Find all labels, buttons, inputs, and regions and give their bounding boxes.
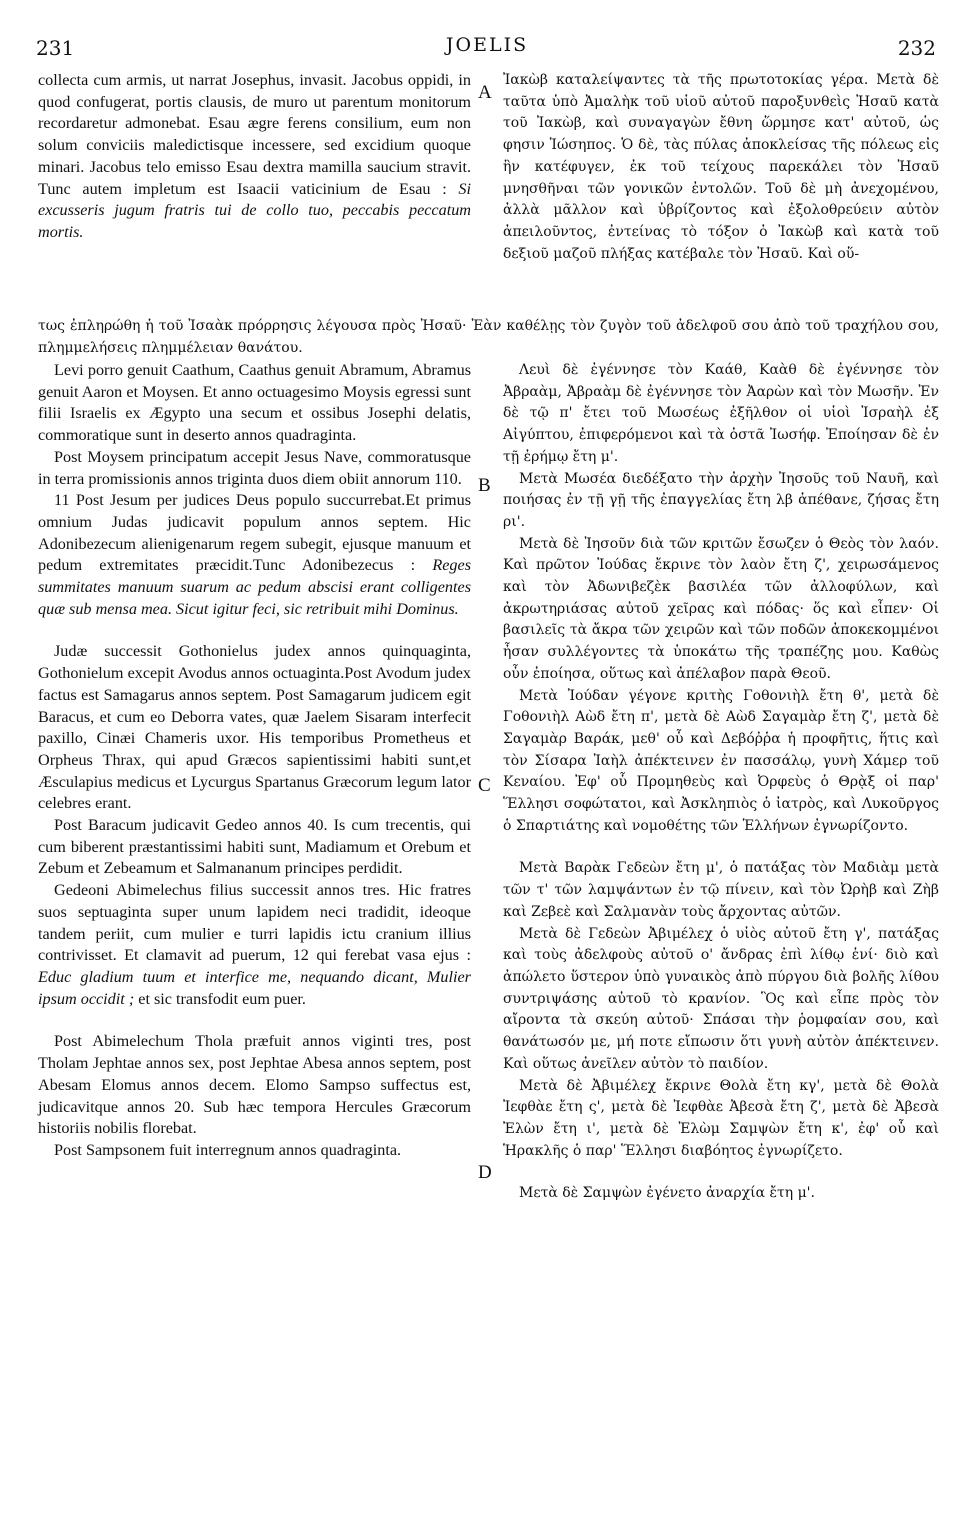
greek-paragraph: Μετὰ δὲ Ἀβιμέλεχ ἔκρινε Θολὰ ἔτη κγ', μετὰ δὲ Θολὰ Ἰεφθὰε ἔτη ς', μετὰ δὲ Ἰεφθὰε Ἀβεσὰ ἔτη ζ', μετὰ δὲ Ἀβεσὰ Ἐλὼν ἔτη ι', μετὰ δὲ Ἐλὼμ Σαμψὼν ἔτη κ', ἐφ' οὗ καὶ Ἡρακλῆς ὁ παρ' Ἕλλησι διαβόητος ἐγνωρίζετο.	[503, 1077, 939, 1159]
latin-paragraph: Levi porro genuit Caathum, Caathus genuit Abramum, Abramus genuit Aaron et Moysen. Et anno octuagesimo Moysis egressi sunt filii Israelis ex Ægypto una secum et ossibus Josephi delatis, commoratique sunt in deserto annos quadraginta.	[38, 361, 471, 445]
latin-paragraph: 11 Post Jesum per judices Deus populo succurrebat.Et primus omnium Judas judicavit populum annos septem. Hic Adonibezecum alienigenarum regem subegit, ejusque manuum et pedum extremitates præcidit.Tunc Adonibezecus : Reges summitates manuum suarum ac pedum abscisi erant colligentes quæ sub mensa mea. Sicut igitur feci, sic retribuit mihi Dominus.	[38, 491, 471, 618]
greek-paragraph: Μετὰ Μωσέα διεδέξατο τὴν ἀρχὴν Ἰησοῦς τοῦ Ναυῆ, καὶ ποιήσας ἐν τῇ γῇ τῆς ἐπαγγελίας ἔτη λβ ἀπέθανε, ζήσας ἔτη ρι'.	[503, 470, 939, 530]
greek-paragraph: Μετὰ δὲ Σαμψὼν ἐγένετο ἀναρχία ἔτη μ'.	[519, 1185, 815, 1202]
greek-paragraph: Μετὰ Ἰούδαν γέγονε κριτὴς Γοθονιὴλ ἔτη θ', μετὰ δὲ Γοθονιὴλ Αὼδ ἔτη π', μετὰ δὲ Αὼδ Σαγαμὰρ ἔτη ζ', μετὰ δὲ Σαγαμὰρ Βαράκ, μεθ' οὗ καὶ Δεβόῤῥα ἡ προφῆτις, ἥτις καὶ τὸν Σίσαρα Ἰαὴλ ἀπέκτεινεν ἐν πασσάλῳ, γυνὴ Χάμερ τοῦ Κεναίου. Ἐφ' οὗ Προμηθεὺς καὶ Ὀρφεὺς ὁ Θρᾲξ οἱ παρ' Ἕλλησι σοφώτατοι, καὶ Ἀσκληπιὸς ὁ ἰατρὸς, καὶ Λυκοῦργος ὁ Σπαρτιάτης καὶ νομοθέτης τῶν Ἑλλήνων ἐγνωρίζοντο.	[503, 687, 939, 834]
latin-paragraph: Post Abimelechum Thola præfuit annos viginti tres, post Tholam Jephtae annos sex, post Jephtae Abesa annos septem, post Abesam Elomus annos decem. Elomo Sampso suffectus est, judicavitque annos 20. Sub hæc tempora Hercules Græcorum historiis nobilis florebat.	[38, 1032, 471, 1138]
latin-paragraph: Gedeoni Abimelechus filius successit annos tres. Hic fratres suos septuaginta super unum lapidem neci tradidit, ideoque tandem periit, cum mulier e turri lapidis ictu cranium illius contrivisset. Et clamavit ad puerum, 12 qui ferebat vasa ejus : Educ gladium tuum et interfice me, nequando dicant, Mulier ipsum occidit ; et sic transfodit eum puer.	[38, 881, 471, 1008]
page-number-right: 232	[897, 36, 936, 60]
greek-paragraph: Λευὶ δὲ ἐγέννησε τὸν Καάθ, Καὰθ δὲ ἐγέννησε τὸν Ἀβραὰμ, Ἀβραὰμ δὲ ἐγέννησε τὸν Ἀαρὼν καὶ τὸν Μωσῆν. Ἐν δὲ τῷ π' ἔτει τοῦ Μωσέως ἐξῆλθον οἱ υἱοὶ Ἰσραὴλ ἐξ Αἰγύπτου, ἐπιφερόμενοι καὶ τὰ ὀστᾶ Ἰωσήφ. Ἐποίησαν δὲ ἐν τῇ ἐρήμῳ ἔτη μ'.	[503, 362, 939, 465]
latin-paragraph: Post Sampsonem fuit interregnum annos quadraginta.	[54, 1140, 402, 1159]
page-number-left: 231	[36, 36, 75, 60]
latin-paragraph: Post Moysem principatum accepit Jesus Nave, commoratusque in terra promissionis annos triginta duos diem obiit annorum 110.	[38, 447, 471, 488]
greek-paragraph: Μετὰ Βαρὰκ Γεδεὼν ἔτη μ', ὁ πατάξας τὸν Μαδιὰμ μετὰ τῶν τ' τῶν λαμψάντων ἐν τῷ πίνειν, καὶ τὸν Ὠρὴβ καὶ Ζὴβ καὶ Ζεβεὲ καὶ Σαλμανὰν τοὺς ἄρχοντας αὐτῶν.	[503, 860, 939, 920]
latin-column	[38, 70, 471, 244]
greek-paragraph: Μετὰ δὲ Γεδεὼν Ἀβιμέλεχ ὁ υἱὸς αὐτοῦ ἔτη γ', πατάξας καὶ τοὺς ἀδελφοὺς αὐτοῦ ο' ἄνδρας ἐπὶ λίθῳ ἑνί· διὸ καὶ ἀπώλετο ὕστερον ὑπὸ γυναικὸς ἀπὸ πύργου διὰ βολῆς λίθου συντριψάσης αὐτοῦ τὸ κρανίον. Ὃς καὶ εἶπε πρὸς τὸν αἴροντα τὰ σκεύη αὐτοῦ· Σπάσαι τὴν ῥομφαίαν σου, καὶ θανάτωσόν με, μή ποτε εἴπωσιν ὅτι γυνὴ αὐτὸν ἀπέκτεινεν. Καὶ οὕτως ἀνεῖλεν αὐτὸν τὸ παιδίον.	[503, 925, 939, 1072]
page-header	[0, 0, 974, 62]
greek-spanning-text: τως ἐπληρώθη ἡ τοῦ Ἰσαὰκ πρόρρησις λέγουσα πρὸς Ἠσαῦ· Ἐὰν καθέλῃς τὸν ζυγὸν τοῦ ἀδελφοῦ σου ἀπὸ τοῦ τραχήλου σου, πλημμελήσεις πλημμέλειαν θανάτου.	[38, 318, 939, 356]
greek-paragraph: Ἰακὼβ καταλείψαντες τὰ τῆς πρωτοτοκίας γέρα. Μετὰ δὲ ταῦτα ὑπὸ Ἀμαλὴκ τοῦ υἱοῦ αὐτοῦ παροξυνθεὶς Ἠσαῦ κατὰ τοῦ Ἰακὼβ, καὶ συναγαγὼν ἔθνη ὥρμησε κατ' αὐτοῦ, ὡς φησιν Ἰώσηπος. Ὁ δὲ, τὰς πύλας ἀποκλείσας τῆς πόλεως εἰς ἣν κατέφυγεν, ἐκ τοῦ τείχους παρεκάλει τὸν Ἠσαῦ μνησθῆναι τῶν γονικῶν ἐντολῶν. Τοῦ δὲ μὴ ἀνεχομένου, ἀλλὰ μᾶλλον καὶ ὑβρίζοντος καὶ ἐξολοθρεύειν αὐτὸν ἀπειλοῦντος, ἐντείνας τὸ τόξον ὁ Ἰακὼβ καὶ κατὰ τοῦ δεξιοῦ μαζοῦ πλήξας κατέβαλε τὸν Ἠσαῦ. Καὶ οὕ-	[503, 72, 939, 262]
latin-paragraph: collecta cum armis, ut narrat Josephus, invasit. Jacobus oppidi, in quod confugerat, portis clausis, de muro ut parentum monitorum recordaretur admonebat. Esau ægre ferens consilium, eum non solum conviciis maledictisque incessere, sed excidium quoque minari. Jacobus telo emisso Esau dextra mamilla saucium stravit. Tunc autem impletum est Isaacii vaticinium de Esau : Si excusseris jugum fratris tui de collo tuo, peccabis peccatum mortis.	[38, 71, 472, 241]
margin-marker-d: D	[478, 1162, 492, 1183]
latin-paragraph: Post Baracum judicavit Gedeo annos 40. Is cum trecentis, qui cum biberent præstantissimi habiti sunt, Madiamum et Orebum et Zebum et Zebeamum et Salmananum principes perdidit.	[38, 816, 471, 878]
margin-marker-b: B	[478, 475, 491, 496]
greek-column	[503, 70, 939, 265]
latin-paragraph: Judæ successit Gothonielus judex annos quinquaginta, Gothonielum excepit Avodus annos octuaginta.Post Avodum judex factus est Samagarus annos septem. Post Samagarum judicem egit Baracus, et cum eo Deborra vates, quæ Jaelem Sisaram interfecit paxillo, Cinæi Chameris uxor. His temporibus Prometheus et Orpheus Thrax, qui apud Græcos sapientissimi habiti sunt,et Æsculapius medicus et Lycurgus Spartanus Græcorum legum lator celebres erant.	[38, 642, 471, 813]
margin-marker-c: C	[478, 775, 491, 796]
margin-marker-a: A	[478, 82, 492, 103]
greek-paragraph: Μετὰ δὲ Ἰησοῦν διὰ τῶν κριτῶν ἔσωζεν ὁ Θεὸς τὸν λαόν. Καὶ πρῶτον Ἰούδας ἔκρινε τὸν λαὸν ἔτη ζ', χειρωσάμενος καὶ τὸν Ἀδωνιβεζὲκ βασιλέα τῶν ἀλλοφύλων, καὶ ἀκρωτηριάσας αὐτοῦ χεῖρας καὶ πόδας· ὅς καὶ εἶπεν· Οἱ βασιλεῖς τὰ ἄκρα τῶν χειρῶν καὶ τῶν ποδῶν ἀποκεκομμένοι ἦσαν συλλέγοντες τὰ ὑποκάτω τῆς τραπέζης μου. Καθὼς οὖν ἐποίησα, οὕτως καὶ ἀπέλαβον παρὰ Θεοῦ.	[503, 535, 939, 682]
latin-column-lower	[38, 360, 471, 1162]
running-title: JOELIS	[445, 34, 529, 56]
greek-column-lower	[503, 360, 939, 1205]
